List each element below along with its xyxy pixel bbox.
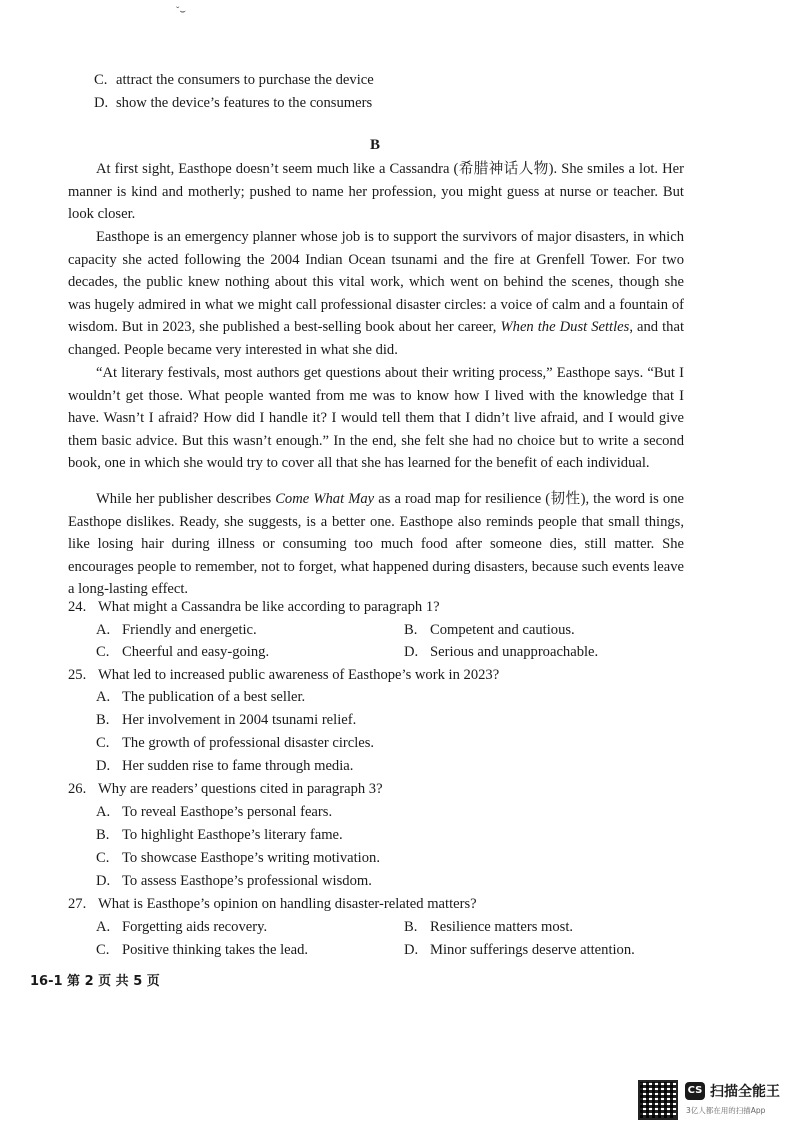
option-text: Competent and cautious. xyxy=(430,622,575,638)
question-26 xyxy=(68,779,383,799)
question-stem: Why are readers’ questions cited in paragraph 3? xyxy=(98,781,383,797)
q24-option-d[interactable] xyxy=(404,642,598,662)
q26-option-a[interactable] xyxy=(96,802,332,822)
q27-option-a[interactable] xyxy=(96,917,267,937)
q26-option-c[interactable] xyxy=(96,848,380,868)
q24-option-b[interactable] xyxy=(404,620,575,640)
paragraph-text: At first sight, Easthope doesn’t seem much like a Cassandra (希腊神话人物). She smiles a lot. Her manner is kind and motherly; pushed to name her profession, you might guess at nurse or teacher. But look closer. xyxy=(68,161,684,223)
paragraph-2 xyxy=(68,226,684,362)
option-letter: A. xyxy=(96,689,111,705)
option-text: To highlight Easthope’s literary fame. xyxy=(122,827,343,843)
q24-option-a[interactable] xyxy=(96,620,257,640)
option-text: To reveal Easthope’s personal fears. xyxy=(122,804,333,820)
option-text: Her sudden rise to fame through media. xyxy=(122,758,354,774)
option-letter: D. xyxy=(94,95,109,111)
option-letter: B. xyxy=(96,827,110,843)
option-letter: C. xyxy=(96,644,110,660)
option-letter: A. xyxy=(96,919,111,935)
option-text: The growth of professional disaster circles. xyxy=(122,735,375,751)
book-title: When the Dust Settles xyxy=(500,319,630,336)
question-number: 27. xyxy=(68,896,87,912)
paragraph-text: “At literary festivals, most authors get questions about their writing process,” Easthope says. “But I wouldn’t get those. What people wanted from me was to know how I lived with the knowledge that I have. Wasn’t I afraid? How did I handle it? I would tell them that I didn’t live afraid, and I would give them basic advice. But this wasn’t enough.” In the end, she felt she had no choice but to write a second book, one in which she would try to cover all that she has learned for the benefit of each individual. xyxy=(68,365,684,472)
option-text: Her involvement in 2004 tsunami relief. xyxy=(122,712,357,728)
option-text: Forgetting aids recovery. xyxy=(122,919,268,935)
option-text: Friendly and energetic. xyxy=(122,622,257,638)
option-text: To showcase Easthope’s writing motivation. xyxy=(122,850,380,866)
option-text: The publication of a best seller. xyxy=(122,689,306,705)
paragraph-text: While her publisher describes Come What May as a road map for resilience (韧性), the word is one Easthope dislikes. Ready, she suggests, is a better one. Easthope also reminds people that small things, like losing hair during illness or consuming too much food after someone dies, still matter. She encourages people to remember, not to forget, what happened during disasters, because such events leave a long-lasting effect. xyxy=(68,491,685,598)
paragraph-1 xyxy=(68,158,684,226)
option-text: attract the consumers to purchase the device xyxy=(116,72,374,88)
option-letter: D. xyxy=(96,758,111,774)
option-text: Minor sufferings deserve attention. xyxy=(430,942,635,958)
section-heading: B xyxy=(369,137,380,153)
option-text: Serious and unapproachable. xyxy=(430,644,599,660)
question-stem: What is Easthope’s opinion on handling disaster-related matters? xyxy=(98,896,477,912)
q25-option-d[interactable] xyxy=(96,756,353,776)
paragraph-4 xyxy=(68,488,684,601)
book-title: Come What May xyxy=(275,491,375,507)
option-letter: C. xyxy=(96,735,110,751)
q25-option-b[interactable] xyxy=(96,710,356,730)
option-letter: B. xyxy=(404,622,418,638)
page-footer: 16-1 第 2 页 共 5 页 xyxy=(30,974,160,989)
question-number: 26. xyxy=(68,781,87,797)
camscanner-logo-icon: CS xyxy=(685,1082,705,1100)
option-letter: A. xyxy=(96,622,111,638)
option-letter: D. xyxy=(96,873,111,889)
scanner-tagline: 3亿人都在用的扫描App xyxy=(686,1106,766,1115)
q27-option-d[interactable] xyxy=(404,940,635,960)
prev-option-d xyxy=(94,93,372,113)
option-letter: C. xyxy=(94,72,108,88)
option-text: Resilience matters most. xyxy=(430,919,574,935)
option-text: To assess Easthope’s professional wisdom. xyxy=(122,873,372,889)
option-letter: C. xyxy=(96,942,110,958)
option-text: Positive thinking takes the lead. xyxy=(122,942,309,958)
paragraph-text: Easthope is an emergency planner whose job is to support the survivors of major disasters, in which capacity she acted following the 2004 Indian Ocean tsunami and the fire at Grenfell Tower. For two decades, the public knew nothing about this vital work, which went on behind the scenes, though she was hugely admired in what we might call professional disaster circles: a voice of calm and a fountain of wisdom. But in 2023, she published a best-selling book about her career, When the Dust Settles, and that changed. People became very interested in what she did. xyxy=(68,229,685,358)
paragraph-3 xyxy=(68,362,684,475)
scan-mark: ˇ⌣ xyxy=(176,6,186,17)
question-number: 24. xyxy=(68,599,87,615)
scanner-app-name: 扫描全能王 xyxy=(710,1084,780,1100)
question-27 xyxy=(68,894,477,914)
q26-option-b[interactable] xyxy=(96,825,343,845)
option-letter: D. xyxy=(404,644,419,660)
q24-option-c[interactable] xyxy=(96,642,269,662)
option-text: Cheerful and easy-going. xyxy=(122,644,270,660)
question-stem: What might a Cassandra be like according to paragraph 1? xyxy=(98,599,440,615)
option-letter: D. xyxy=(404,942,419,958)
question-stem: What led to increased public awareness of Easthope’s work in 2023? xyxy=(98,667,500,683)
question-24 xyxy=(68,597,440,617)
q26-option-d[interactable] xyxy=(96,871,372,891)
q27-option-b[interactable] xyxy=(404,917,573,937)
option-letter: B. xyxy=(404,919,418,935)
question-number: 25. xyxy=(68,667,87,683)
q25-option-a[interactable] xyxy=(96,687,305,707)
q25-option-c[interactable] xyxy=(96,733,374,753)
prev-option-c xyxy=(94,70,374,90)
option-letter: C. xyxy=(96,850,110,866)
qr-code-icon xyxy=(638,1080,678,1120)
q27-option-c[interactable] xyxy=(96,940,308,960)
option-text: show the device’s features to the consumers xyxy=(116,95,373,111)
scanner-watermark xyxy=(638,1080,788,1122)
option-letter: B. xyxy=(96,712,110,728)
option-letter: A. xyxy=(96,804,111,820)
question-25 xyxy=(68,665,499,685)
